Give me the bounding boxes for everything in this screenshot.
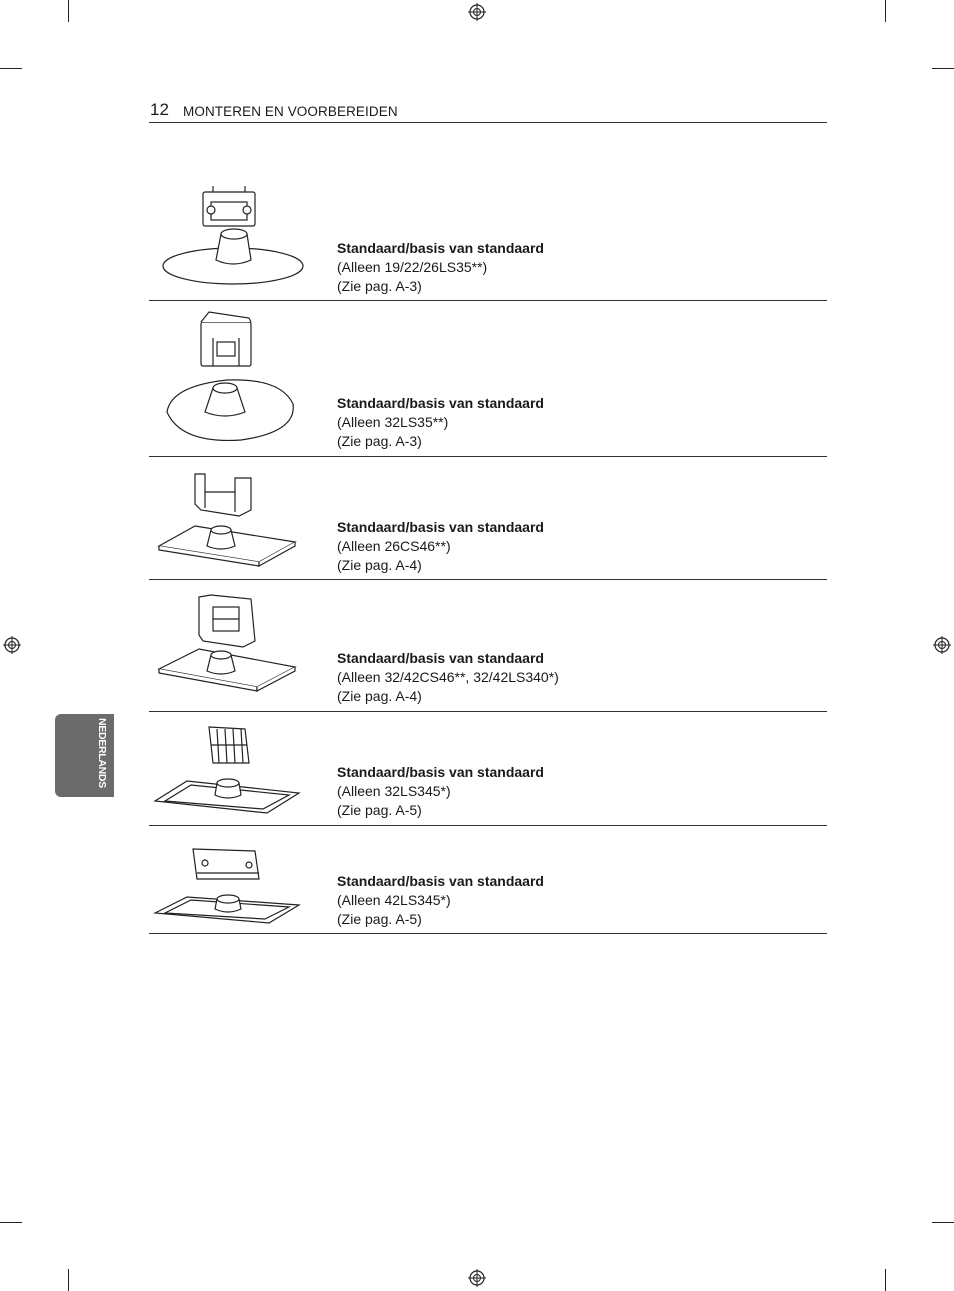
- language-tab-label: NEDERLANDS: [96, 718, 108, 788]
- stand-item: [149, 579, 827, 712]
- stand-description: [337, 872, 544, 929]
- registration-mark-icon: [468, 3, 486, 21]
- registration-mark-icon: [3, 636, 21, 654]
- oval-stand-icon: [161, 308, 307, 450]
- stand-item: [149, 180, 827, 301]
- page-reference: (Zie pag. A-5): [337, 911, 422, 927]
- page-header: [149, 100, 827, 123]
- crop-mark: [68, 1269, 69, 1291]
- stand-description: [337, 239, 544, 296]
- registration-mark-icon: [468, 1269, 486, 1287]
- item-name: Standaard/basis van standaard: [337, 395, 544, 411]
- page-reference: (Zie pag. A-5): [337, 802, 422, 818]
- rectangular-stand-icon: [155, 464, 301, 574]
- page-reference: (Zie pag. A-4): [337, 557, 422, 573]
- crop-mark: [885, 1269, 886, 1291]
- crop-mark: [0, 68, 22, 69]
- round-stand-icon: [161, 186, 307, 294]
- registration-mark-icon: [933, 636, 951, 654]
- item-name: Standaard/basis van standaard: [337, 519, 544, 535]
- tray-stand-wide-icon: [153, 843, 301, 931]
- stand-description: [337, 763, 544, 820]
- page-reference: (Zie pag. A-4): [337, 688, 422, 704]
- item-name: Standaard/basis van standaard: [337, 650, 544, 666]
- language-tab: [55, 714, 114, 797]
- page-reference: (Zie pag. A-3): [337, 278, 422, 294]
- stand-item: [149, 300, 827, 457]
- item-name: Standaard/basis van standaard: [337, 240, 544, 256]
- stand-item: [149, 711, 827, 826]
- stand-description: [337, 394, 544, 451]
- item-name: Standaard/basis van standaard: [337, 873, 544, 889]
- tray-stand-icon: [153, 723, 301, 821]
- page-reference: (Zie pag. A-3): [337, 433, 422, 449]
- crop-mark: [932, 68, 954, 69]
- stand-description: [337, 518, 544, 575]
- stand-item: [149, 456, 827, 580]
- page-number: 12: [150, 100, 169, 119]
- stand-description: [337, 649, 559, 706]
- model-note: (Alleen 26CS46**): [337, 538, 451, 554]
- crop-mark: [885, 0, 886, 22]
- section-title: MONTEREN EN VOORBEREIDEN: [183, 104, 398, 119]
- model-note: (Alleen 32/42CS46**, 32/42LS340*): [337, 669, 559, 685]
- crop-mark: [68, 0, 69, 22]
- model-note: (Alleen 42LS345*): [337, 892, 451, 908]
- model-note: (Alleen 32LS345*): [337, 783, 451, 799]
- crop-mark: [932, 1222, 954, 1223]
- crop-mark: [0, 1222, 22, 1223]
- rectangular-stand-large-icon: [155, 591, 301, 707]
- model-note: (Alleen 19/22/26LS35**): [337, 259, 488, 275]
- item-name: Standaard/basis van standaard: [337, 764, 544, 780]
- model-note: (Alleen 32LS35**): [337, 414, 449, 430]
- stand-item: [149, 825, 827, 934]
